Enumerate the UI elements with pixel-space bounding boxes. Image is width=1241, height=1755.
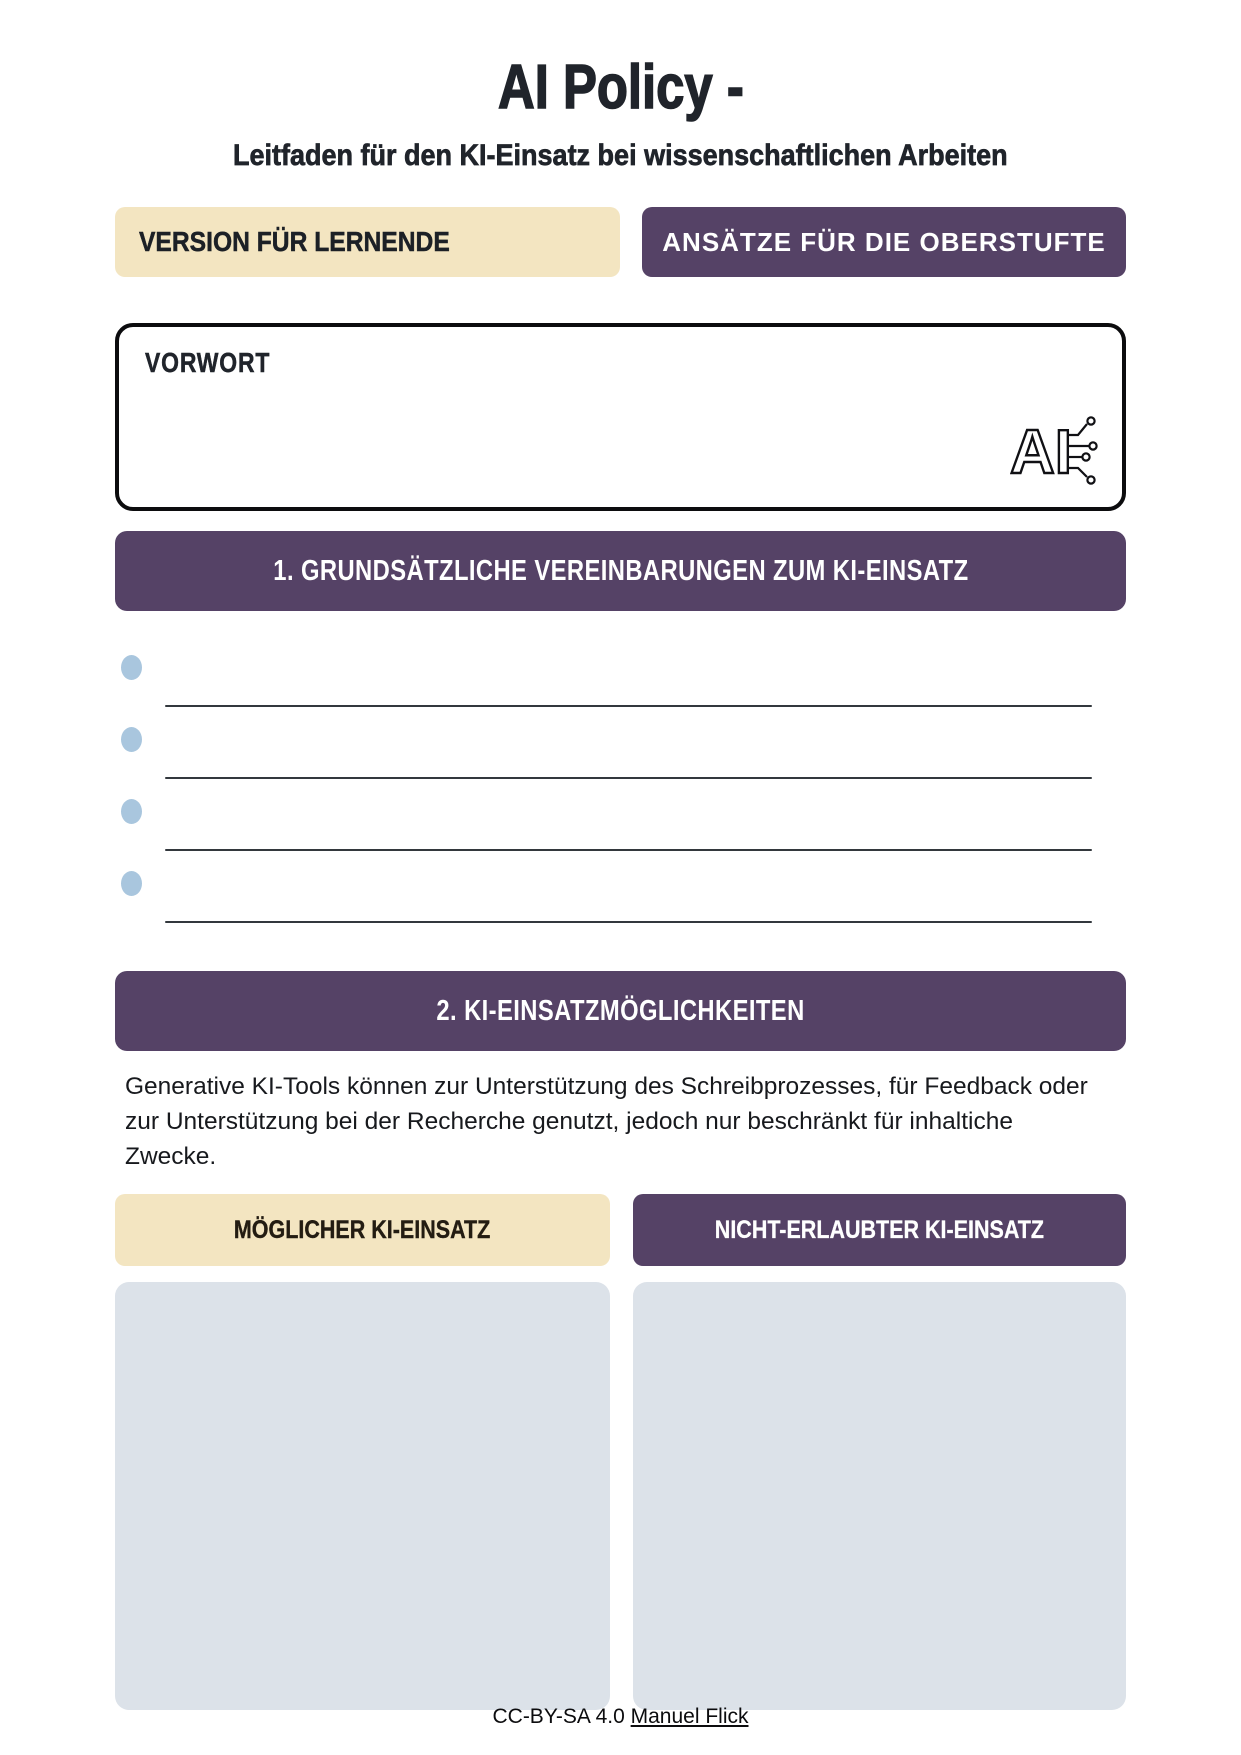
column-box-row xyxy=(115,1282,1126,1710)
audience-badge xyxy=(642,207,1126,277)
page-subtitle xyxy=(115,123,1126,173)
audience-badge-label: ANSÄTZE FÜR DIE OBERSTUFTE xyxy=(662,226,1106,257)
author-link[interactable]: Manuel Flick xyxy=(630,1705,749,1728)
bullet-row xyxy=(115,799,1126,871)
writing-line xyxy=(165,705,1092,707)
bullet-dot-icon xyxy=(121,727,142,752)
writing-line xyxy=(165,921,1092,923)
ai-icon-letters: AI xyxy=(1010,418,1072,485)
version-badge-label: VERSION FÜR LERNENDE xyxy=(139,226,450,257)
vorwort-heading xyxy=(145,347,1096,379)
agreement-bullet-list xyxy=(115,655,1126,943)
forbidden-usage-label: NICHT-ERLAUBTER KI-EINSATZ xyxy=(714,1215,1045,1244)
bullet-dot-icon xyxy=(121,655,142,680)
section-2-heading: 2. KI-EINSATZMÖGLICHKEITEN xyxy=(436,994,805,1027)
bullet-row xyxy=(115,655,1126,727)
vorwort-box xyxy=(115,323,1126,511)
license-text: CC-BY-SA 4.0 xyxy=(492,1705,625,1728)
bullet-row xyxy=(115,727,1126,799)
version-badge xyxy=(115,207,620,277)
page-title-text: AI Policy - xyxy=(497,53,744,122)
section-2-intro: Generative KI-Tools können zur Unterstützung des Schreibprozesses, für Feedback oder zur Unterstützung bei der Recherche genutzt, jedoch nur beschränkt für inhaltiche Zwecke. xyxy=(125,1073,1088,1171)
writing-line xyxy=(165,849,1092,851)
section-2-banner xyxy=(115,971,1126,1051)
forbidden-usage-header xyxy=(633,1194,1126,1266)
footer xyxy=(0,1705,1241,1729)
badge-row xyxy=(115,207,1126,277)
allowed-usage-box xyxy=(115,1282,610,1710)
vorwort-heading-text: VORWORT xyxy=(145,347,271,378)
bullet-dot-icon xyxy=(121,871,142,896)
bullet-dot-icon xyxy=(121,799,142,824)
bullet-row xyxy=(115,871,1126,943)
section-1-heading: 1. GRUNDSÄTZLICHE VEREINBARUNGEN ZUM KI-EINSATZ xyxy=(272,554,969,587)
allowed-usage-header xyxy=(115,1194,610,1266)
page-title xyxy=(115,0,1126,123)
forbidden-usage-box xyxy=(633,1282,1126,1710)
allowed-usage-label: MÖGLICHER KI-EINSATZ xyxy=(234,1215,491,1244)
section-1-banner xyxy=(115,531,1126,611)
ai-circuit-icon xyxy=(1010,413,1100,485)
writing-line xyxy=(165,777,1092,779)
page-subtitle-text: Leitfaden für den KI-Einsatz bei wissenschaftlichen Arbeiten xyxy=(233,139,1008,172)
column-header-row xyxy=(115,1194,1126,1266)
